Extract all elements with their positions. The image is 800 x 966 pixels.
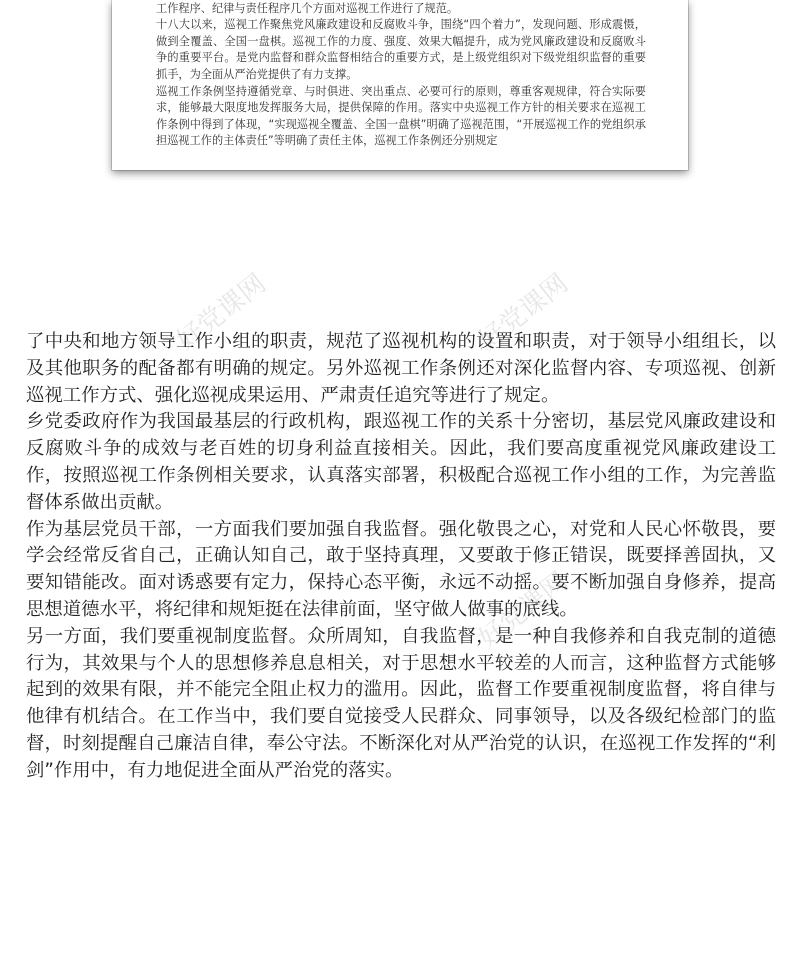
- preview-text: [156, 0, 646, 150]
- document-preview-card: [112, 0, 688, 170]
- preview-paragraph: 巡视工作条例坚持遵循党章、与时俱进、突出重点、必要可行的原则，尊重客观规律，符合实际要求，能够最大限度地发挥服务大局，提供保障的作用。落实中央巡视工作方针的相关要求在巡视工作条例中得到了体现，“实现巡视全覆盖、全国一盘棋”明确了巡视范围，“开展巡视工作的党组织承担巡视工作的主体责任”等明确了责任主体，巡视工作条例还分别规定: [156, 84, 646, 148]
- preview-paragraph: 十八大以来，巡视工作聚焦党风廉政建设和反腐败斗争，围绕“四个着力”，发现问题、形成震慑，做到全覆盖、全国一盘棋。巡视工作的力度、强度、效果大幅提升，成为党风廉政建设和反腐败斗争的重要平台。是党内监督和群众监督相结合的重要方式，是上级党组织对下级党组织监督的重要抓手，为全面从严治党提供了有力支撑。: [156, 18, 646, 81]
- article-body: [26, 329, 776, 785]
- watermark: 好党课网: [171, 268, 272, 357]
- watermark: 好党课网: [473, 268, 574, 357]
- watermark: 好党课网: [473, 566, 574, 655]
- article-paragraph: 了中央和地方领导工作小组的职责，规范了巡视机构的设置和职责，对于领导小组组长，以及其他职务的配备都有明确的规定。另外巡视工作条例还对深化监督内容、专项巡视、创新巡视工作方式、强化巡视成果运用、严肃责任追究等进行了规定。: [26, 331, 776, 406]
- article-paragraph: 作为基层党员干部，一方面我们要加强自我监督。强化敬畏之心，对党和人民心怀敬畏，要学会经常反省自己，正确认知自己，敢于坚持真理，又要敢于修正错误，既要择善固执，又要知错能改。面对诱惑要有定力，保持心态平衡，永远不动摇。要不断加强自身修养，提高思想道德水平，将纪律和规矩挺在法律前面，坚守做人做事的底线。: [26, 518, 776, 620]
- article-paragraph: 乡党委政府作为我国最基层的行政机构，跟巡视工作的关系十分密切，基层党风廉政建设和反腐败斗争的成效与老百姓的切身利益直接相关。因此，我们要高度重视党风廉政建设工作，按照巡视工作条例相关要求，认真落实部署，积极配合巡视工作小组的工作，为完善监督体系做出贡献。: [26, 411, 776, 513]
- article-paragraph: 另一方面，我们要重视制度监督。众所周知，自我监督，是一种自我修养和自我克制的道德行为，其效果与个人的思想修养息息相关，对于思想水平较差的人而言，这种监督方式能够起到的效果有限，并不能完全阻止权力的滥用。因此，监督工作要重视制度监督，将自律与他律有机结合。在工作当中，我们要自觉接受人民群众、同事领导，以及各级纪检部门的监督，时刻提醒自己廉洁自律，奉公守法。不断深化对从严治党的认识，在巡视工作发挥的“利剑”作用中，有力地促进全面从严治党的落实。: [26, 625, 776, 781]
- preview-paragraph: 工作程序、纪律与责任程序几个方面对巡视工作进行了规范。: [156, 1, 459, 15]
